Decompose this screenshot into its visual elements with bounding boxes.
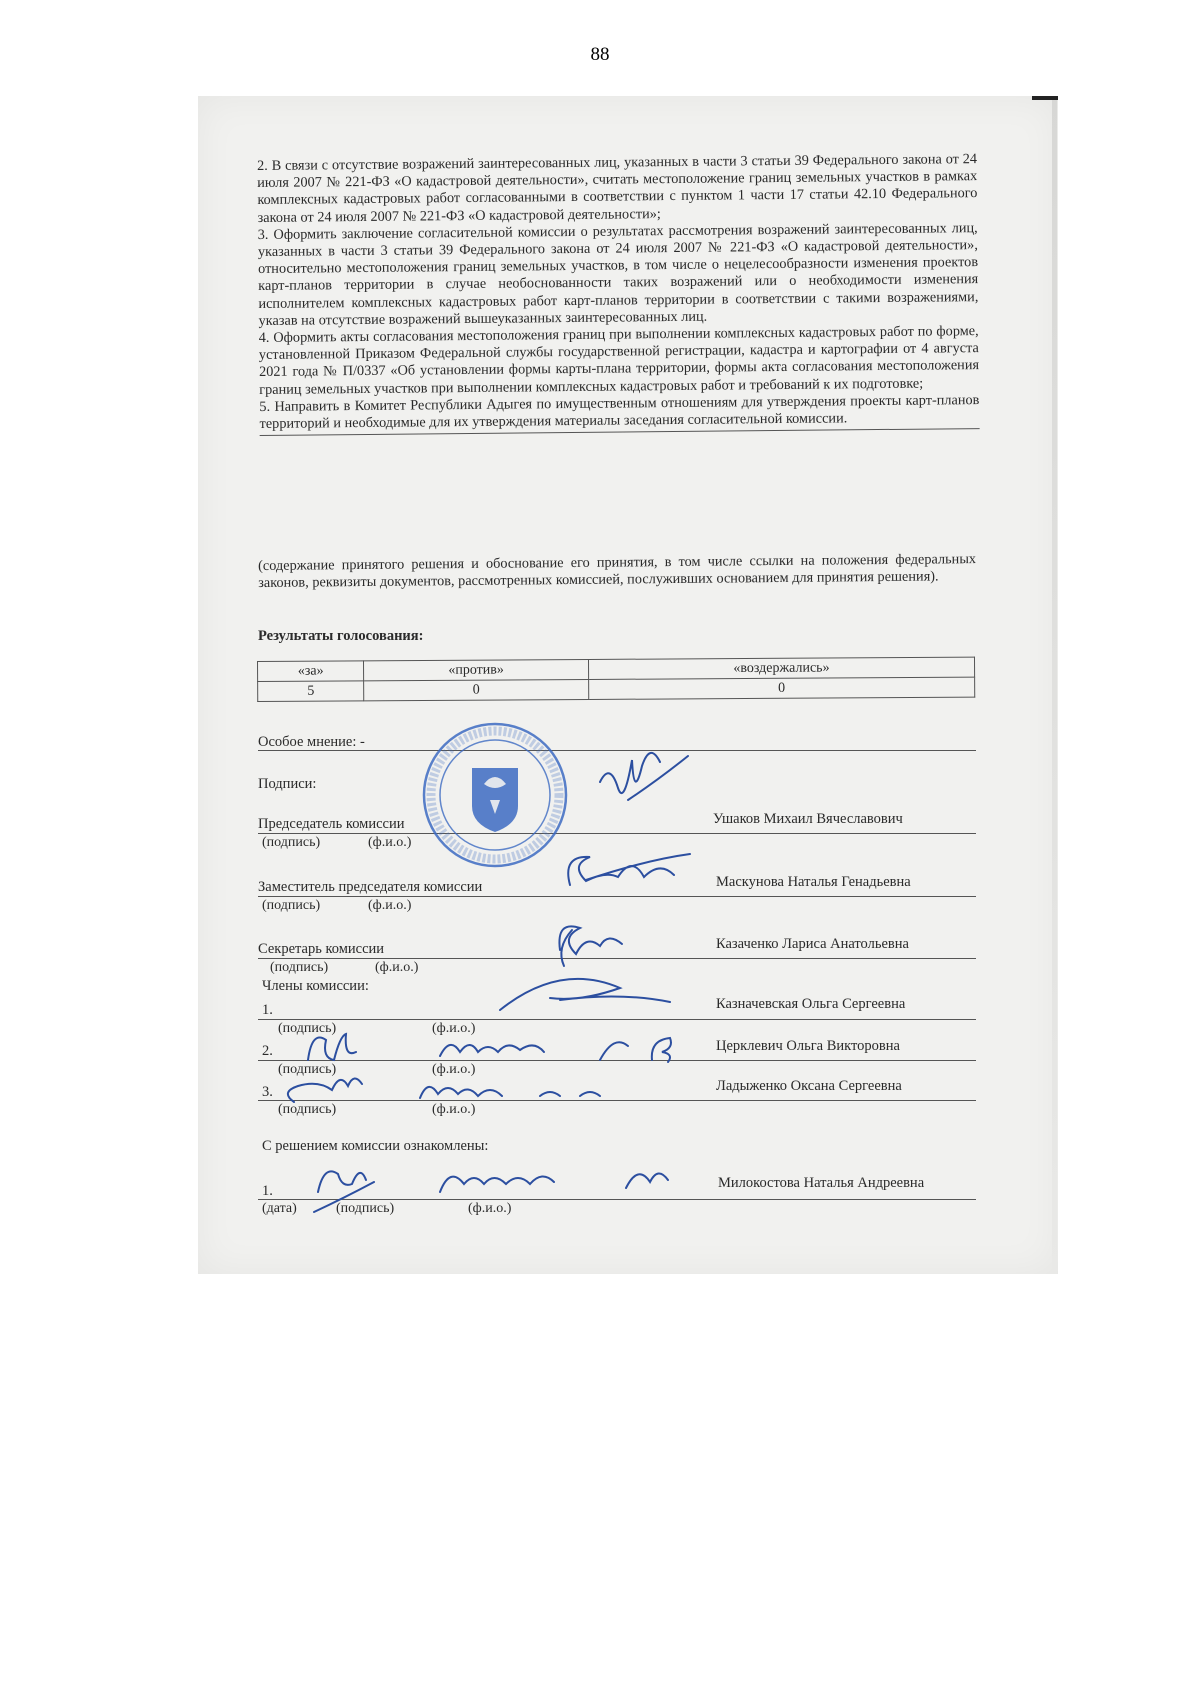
- acquainted-label: С решением комиссии ознакомлены:: [262, 1138, 489, 1154]
- paragraph-2: 2. В связи с отсутствие возражений заинтересованных лиц, указанных в части 3 статьи 39 Федерального закона от 24 июля 2007 № 221-ФЗ «О кадастровой деятельности», считать местоположение границ земельных участков в рамках комплексных кадастровых работ согласованными в соответствии с пунктом 1 части 17 статьи 42.10 Федерального закона от 24 июля 2007 № 221-ФЗ «О кадастровой деятельности»;: [257, 151, 978, 226]
- value-abstained: 0: [588, 677, 974, 699]
- sign-caption: (подпись): [262, 898, 321, 913]
- deputy-name: Маскунова Наталья Генадьевна: [716, 874, 911, 890]
- sign-caption: (подпись): [262, 835, 321, 850]
- acquainted-number: 1.: [262, 1183, 273, 1199]
- special-opinion: Особое мнение: -: [258, 734, 365, 750]
- date-caption: (дата): [262, 1201, 297, 1216]
- acquainted-name: Милокостова Наталья Андреевна: [718, 1175, 925, 1191]
- divider: [258, 1019, 976, 1020]
- secretary-role: Секретарь комиссии: [258, 941, 385, 957]
- fio-caption: (ф.и.о.): [468, 1201, 512, 1216]
- member-number: 2.: [262, 1043, 273, 1059]
- member-number: 3.: [262, 1084, 273, 1100]
- fio-caption: (ф.и.о.): [368, 898, 412, 913]
- chair-role: Председатель комиссии: [258, 816, 405, 832]
- fio-caption: (ф.и.о.): [375, 960, 419, 975]
- decision-text: [257, 151, 980, 436]
- value-against: 0: [364, 679, 589, 700]
- divider: [258, 896, 976, 897]
- member-name: Церклевич Ольга Викторовна: [716, 1038, 900, 1054]
- member-name: Ладыженко Оксана Сергеевна: [716, 1078, 902, 1094]
- sign-caption: (подпись): [278, 1102, 337, 1117]
- fio-caption: (ф.и.о.): [432, 1102, 476, 1117]
- secretary-name: Казаченко Лариса Анатольевна: [716, 936, 909, 952]
- members-label: Члены комиссии:: [262, 978, 369, 994]
- voting-table: [257, 657, 975, 702]
- voting-heading: Результаты голосования:: [258, 628, 424, 644]
- sign-caption: (подпись): [278, 1062, 337, 1077]
- decision-note: (содержание принятого решения и обоснование его принятия, в том числе ссылки на положения федеральных законов, реквизиты документов, рассмотренных комиссией, послуживших основанием для принятия решения).: [258, 551, 977, 592]
- sign-caption: (подпись): [278, 1021, 337, 1036]
- fio-caption: (ф.и.о.): [432, 1021, 476, 1036]
- divider: [258, 1100, 976, 1101]
- fio-caption: (ф.и.о.): [432, 1062, 476, 1077]
- table-row: [258, 677, 975, 701]
- deputy-role: Заместитель председателя комиссии: [258, 879, 483, 895]
- value-for: 5: [258, 681, 364, 702]
- sign-caption: (подпись): [270, 960, 329, 975]
- paragraph-5: 5. Направить в Комитет Республики Адыгея по имущественным отношениям для утверждения проекты карт-планов территорий и необходимые для их утверждения материалы заседания согласительной комиссии.: [259, 392, 979, 436]
- header-for: «за»: [258, 661, 364, 682]
- signatures-label: Подписи:: [258, 776, 317, 792]
- sign-caption: (подпись): [336, 1201, 395, 1216]
- chair-name: Ушаков Михаил Вячеславович: [713, 811, 903, 827]
- paragraph-3: 3. Оформить заключение согласительной комиссии о результатах рассмотрения возражений заинтересованных лиц, указанных в части 3 статьи 39 Федерального закона от 24 июля 2007 № 221-ФЗ «О кадастровой деятельности», относительно местоположения границ земельных участков, в том числе о нецелесообразности изменения проектов карт-планов территории в случае необоснованности таких возражений или о необходимости изменения исполнителем комплексных кадастровых работ карт-планов территории в соответствии с такими возражениями, указав на отсутствие возражений вышеуказанных заинтересованных лиц.: [257, 219, 979, 329]
- divider: [258, 958, 976, 959]
- paragraph-4: 4. Оформить акты согласования местоположения границ при выполнении комплексных кадастровых работ по форме, установленной Приказом Федеральной службы государственной регистрации, кадастра и картографии от 4 августа 2021 года № П/0337 «Об установлении формы карты-плана территории, формы акта согласования местоположения границ земельных участков при выполнении комплексных кадастровых работ и требований к их подготовке;: [258, 323, 980, 398]
- scan-edge-mark: [1032, 96, 1058, 100]
- member-number: 1.: [262, 1002, 273, 1018]
- divider: [258, 750, 976, 751]
- header-against: «против»: [364, 659, 589, 680]
- header-abstained: «воздержались»: [588, 657, 974, 679]
- page-number: 88: [590, 44, 610, 65]
- member-name: Казначевская Ольга Сергеевна: [716, 996, 906, 1012]
- divider: [258, 1199, 976, 1200]
- divider: [258, 1060, 976, 1061]
- divider: [258, 833, 976, 834]
- fio-caption: (ф.и.о.): [368, 835, 412, 850]
- scan-edge: [1052, 96, 1057, 1274]
